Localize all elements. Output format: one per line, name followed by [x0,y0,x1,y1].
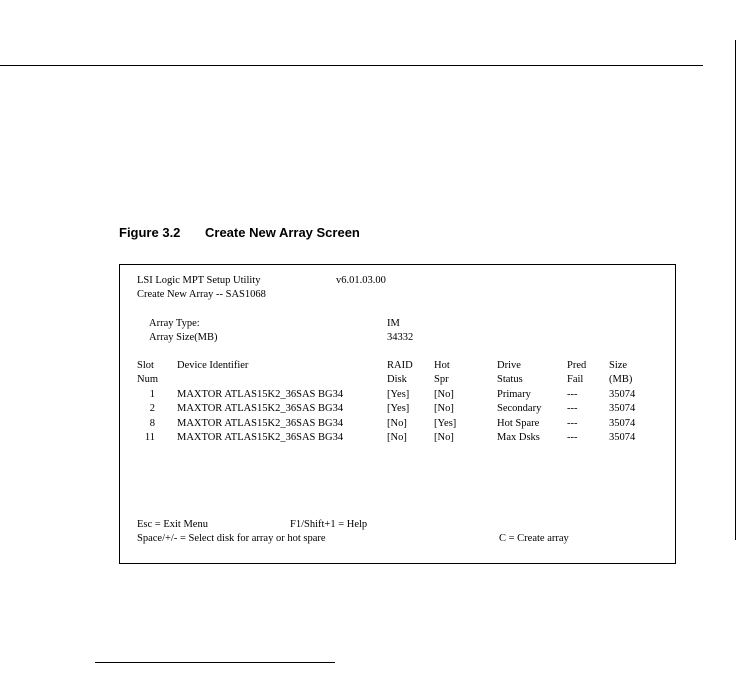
device-id: MAXTOR ATLAS15K2_36SAS BG34 [177,388,344,400]
pred-fail: --- [567,388,578,400]
drive-status: Max Dsks [497,431,540,443]
header-size-2: (MB) [609,374,633,386]
disk-table [137,359,667,445]
figure-caption [119,225,360,240]
pred-fail: --- [567,403,578,415]
header-raid: RAID [387,360,413,371]
figure-title: Create New Array Screen [205,225,360,240]
drive-size: 35074 [609,417,636,429]
slot-num: 2 [149,403,155,415]
select-disk-hint: Space/+/- = Select disk for array or hot spare [137,533,326,544]
header-hot-2: Spr [434,374,449,386]
raid-disk-toggle[interactable]: [No] [387,431,407,443]
raid-disk-toggle[interactable]: [No] [387,417,407,429]
header-status-2: Status [497,374,523,386]
header-raid-2: Disk [387,374,407,386]
array-type-value: IM [387,318,400,329]
help-hint: F1/Shift+1 = Help [290,519,368,530]
esc-exit-hint: Esc = Exit Menu [137,519,208,530]
page-top-rule [0,65,703,66]
drive-size: 35074 [609,431,636,443]
raid-disk-toggle[interactable]: [Yes] [387,388,410,400]
header-slot-2: Num [137,374,158,386]
header-size: Size [609,360,628,371]
drive-status: Hot Spare [497,417,540,429]
figure-number: Figure 3.2 [119,225,181,240]
bios-screen [119,264,676,564]
device-id: MAXTOR ATLAS15K2_36SAS BG34 [177,403,344,415]
drive-status: Secondary [497,403,542,415]
header-status: Drive [497,360,521,371]
slot-num: 11 [144,431,155,443]
header-slot: Slot [137,360,154,371]
table-row[interactable] [137,431,667,445]
hot-spare-toggle[interactable]: [No] [434,388,454,400]
pred-fail: --- [567,417,578,429]
create-array-hint: C = Create array [499,533,569,544]
header-pred-2: Fail [567,374,584,386]
pred-fail: --- [567,431,578,443]
page-side-rule [735,40,736,540]
table-header-row-2 [137,373,667,387]
drive-size: 35074 [609,388,636,400]
utility-version: v6.01.03.00 [336,275,386,286]
slot-num: 8 [149,417,155,429]
array-size-value: 34332 [387,332,414,343]
slot-num: 1 [149,388,155,400]
array-size-label: Array Size(MB) [149,332,218,343]
hot-spare-toggle[interactable]: [No] [434,431,454,443]
table-row[interactable] [137,388,667,402]
header-hot: Hot [434,360,450,371]
raid-disk-toggle[interactable]: [Yes] [387,403,410,415]
device-id: MAXTOR ATLAS15K2_36SAS BG34 [177,417,344,429]
array-type-label: Array Type: [149,318,200,329]
header-pred: Pred [567,360,587,371]
table-row[interactable] [137,417,667,431]
hot-spare-toggle[interactable]: [No] [434,403,454,415]
utility-title: LSI Logic MPT Setup Utility [137,275,261,286]
drive-status: Primary [497,388,531,400]
footnote-rule [95,662,335,663]
screen-subtitle: Create New Array -- SAS1068 [137,289,266,300]
table-row[interactable] [137,402,667,416]
hot-spare-toggle[interactable]: [Yes] [434,417,457,429]
device-id: MAXTOR ATLAS15K2_36SAS BG34 [177,431,344,443]
header-device: Device Identifier [177,360,249,371]
drive-size: 35074 [609,403,636,415]
table-header-row-1 [137,359,667,373]
